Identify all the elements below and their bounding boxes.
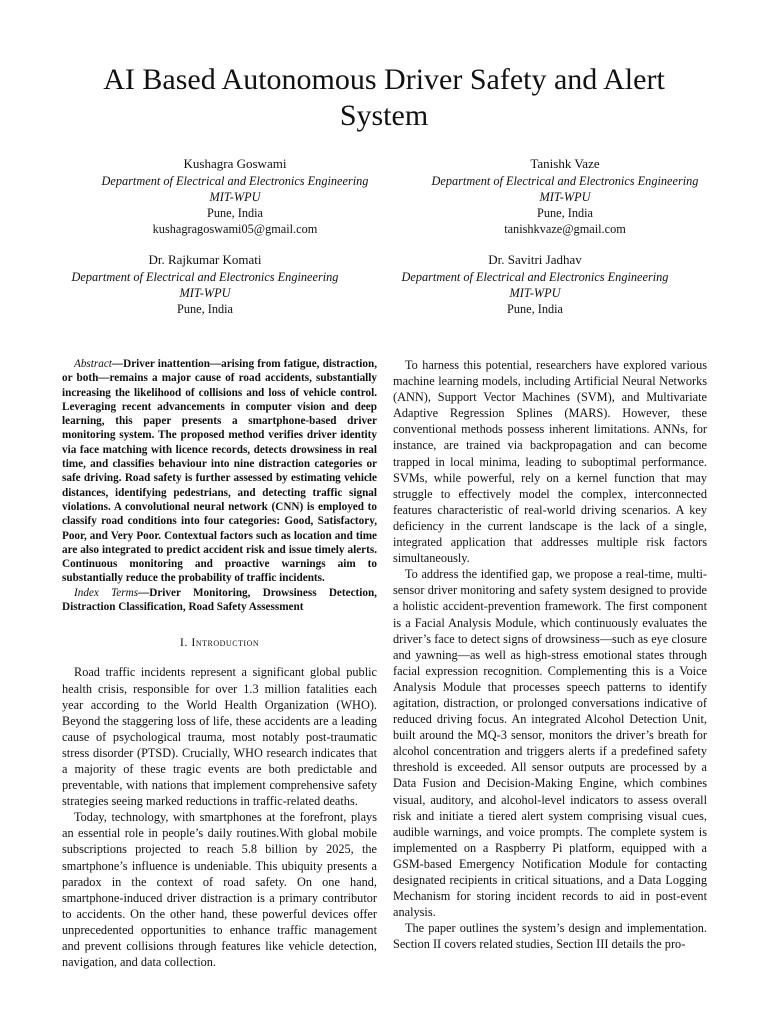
author-block-1: [90, 156, 380, 237]
index-terms: [62, 586, 377, 615]
author-institution: MIT-WPU: [509, 286, 561, 300]
right-column: [393, 357, 707, 952]
author-block-3: [50, 252, 360, 317]
index-terms-text: —Driver Monitoring, Drowsiness Detection, Distraction Classification, Road Safety Assessment: [62, 586, 377, 614]
body-paragraph: Today, technology, with smartphones at the forefront, plays an essential role in people’s daily routines.With global mobile subscriptions projected to reach 5.8 billion by 2025, the smartphone’s influence is undeniable. This ubiquity presents a paradox in the context of road safety. On one hand, smartphone-induced driver distraction is a primary contributor to accidents. On the other hand, these powerful devices offer unprecedented opportunities to enhance traffic management and prevent collisions through features like vehicle detection, navigation, and data collection.: [62, 810, 377, 970]
author-city: Pune, India: [206, 206, 263, 220]
author-department: Department of Electrical and Electronics Engineering: [101, 174, 369, 188]
body-paragraph: To address the identified gap, we propose a real-time, multi-sensor driver monitoring and safety system designed to provide a holistic accident-prevention framework. The first component is a Facial Analysis Module, which continuously evaluates the driver’s face to detect signs of drowsiness—such as eye closure and yawning—as well as high-stress emotional states through facial expression recognition. Complementing this is a Voice Analysis Module that processes speech patterns to identify agitation, distraction, or prolonged conversations indicative of reduced driving focus. An integrated Alcohol Detection Unit, built around the MQ-3 sensor, monitors the driver’s breath for alcohol concentration and triggers alerts if a predefined safety threshold is exceeded. All sensor outputs are processed by a Data Fusion and Decision-Making Engine, which combines visual, auditory, and alcohol-level indicators to assess overall risk and initiate a tiered alert system comprising visual cues, audible warnings, and voice prompts. The complete system is implemented on a Raspberry Pi platform, equipped with a GSM-based Emergency Notification Module for contacting designated recipients in critical situations, and a Data Logging Mechanism for storing incident records to aid in post-event analysis.: [393, 567, 707, 920]
left-column: [62, 357, 377, 970]
author-department: Department of Electrical and Electronics Engineering: [401, 270, 669, 284]
author-institution: MIT-WPU: [539, 190, 591, 204]
section-title: Introduction: [191, 635, 260, 650]
abstract-text: —Driver inattention—arising from fatigue, distraction, or both—remains a major cause of road accidents, substantially increasing the likelihood of collisions and loss of vehicle control. Leveraging recent advancements in computer vision and deep learning, this paper presents a smartphone-based driver monitoring system. The proposed method verifies driver identity via face matching with licence records, detects drowsiness in real time, and classifies behaviour into nine distraction categories or safe driving. Road safety is further assessed by estimating vehicle distances, identifying pedestrians, and detecting traffic signal violations. A convolutional neural network (CNN) is employed to classify road conditions into four categories: Good, Satisfactory, Poor, and Very Poor. Contextual factors such as location and time are also integrated to predict accident risk and issue timely alerts. Continuous monitoring and proactive warnings aim to substantially reduce the probability of traffic incidents.: [62, 358, 377, 585]
body-paragraph: Road traffic incidents represent a significant global public health crisis, responsible for over 1.3 million fatalities each year according to the World Health Organization (WHO). Beyond the staggering loss of life, these accidents are a leading cause of psychological trauma, most notably post-traumatic stress disorder (PTSD). Crucially, WHO research indicates that a majority of these tragic events are both predictable and preventable, with nations that implement comprehensive safety strategies seeing marked reductions in traffic-related deaths.: [62, 665, 377, 809]
section-number: I.: [179, 635, 188, 650]
author-department: Department of Electrical and Electronics Engineering: [71, 270, 339, 284]
paper-title: AI Based Autonomous Driver Safety and Alert System: [103, 63, 665, 132]
author-institution: MIT-WPU: [179, 286, 231, 300]
index-terms-label: Index Terms: [74, 586, 139, 599]
author-city: Pune, India: [176, 302, 233, 316]
author-email: kushagragoswami05@gmail.com: [152, 222, 318, 236]
author-name: Dr. Savitri Jadhav: [488, 252, 582, 267]
author-institution: MIT-WPU: [209, 190, 261, 204]
author-email: tanishkvaze@gmail.com: [504, 222, 626, 236]
author-block-2: [410, 156, 720, 237]
body-paragraph: The paper outlines the system’s design and implementation. Section II covers related studies, Section III details the pro-: [393, 921, 707, 952]
author-block-4: [370, 252, 700, 317]
author-city: Pune, India: [536, 206, 593, 220]
abstract-label: Abstract: [74, 358, 112, 370]
author-name: Dr. Rajkumar Komati: [148, 252, 262, 267]
author-name: Kushagra Goswami: [183, 156, 287, 171]
abstract: [62, 357, 377, 586]
author-name: Tanishk Vaze: [530, 156, 600, 171]
author-city: Pune, India: [506, 302, 563, 316]
author-department: Department of Electrical and Electronics Engineering: [431, 174, 699, 188]
section-heading: [62, 634, 377, 650]
body-paragraph: To harness this potential, researchers have explored various machine learning models, including Artificial Neural Networks (ANN), Support Vector Machines (SVM), and Multivariate Adaptive Regression Splines (MARS). However, these conventional methods possess inherent limitations. ANNs, for instance, are trained via backpropagation and can become trapped in local minima, leading to suboptimal performance. SVMs, while powerful, rely on a kernel function that may struggle to effectively model the complex, interconnected features characteristic of real-world driving scenarios. A key deficiency in the current landscape is the lack of a single, integrated application that addresses multiple risk factors simultaneously.: [393, 358, 707, 566]
